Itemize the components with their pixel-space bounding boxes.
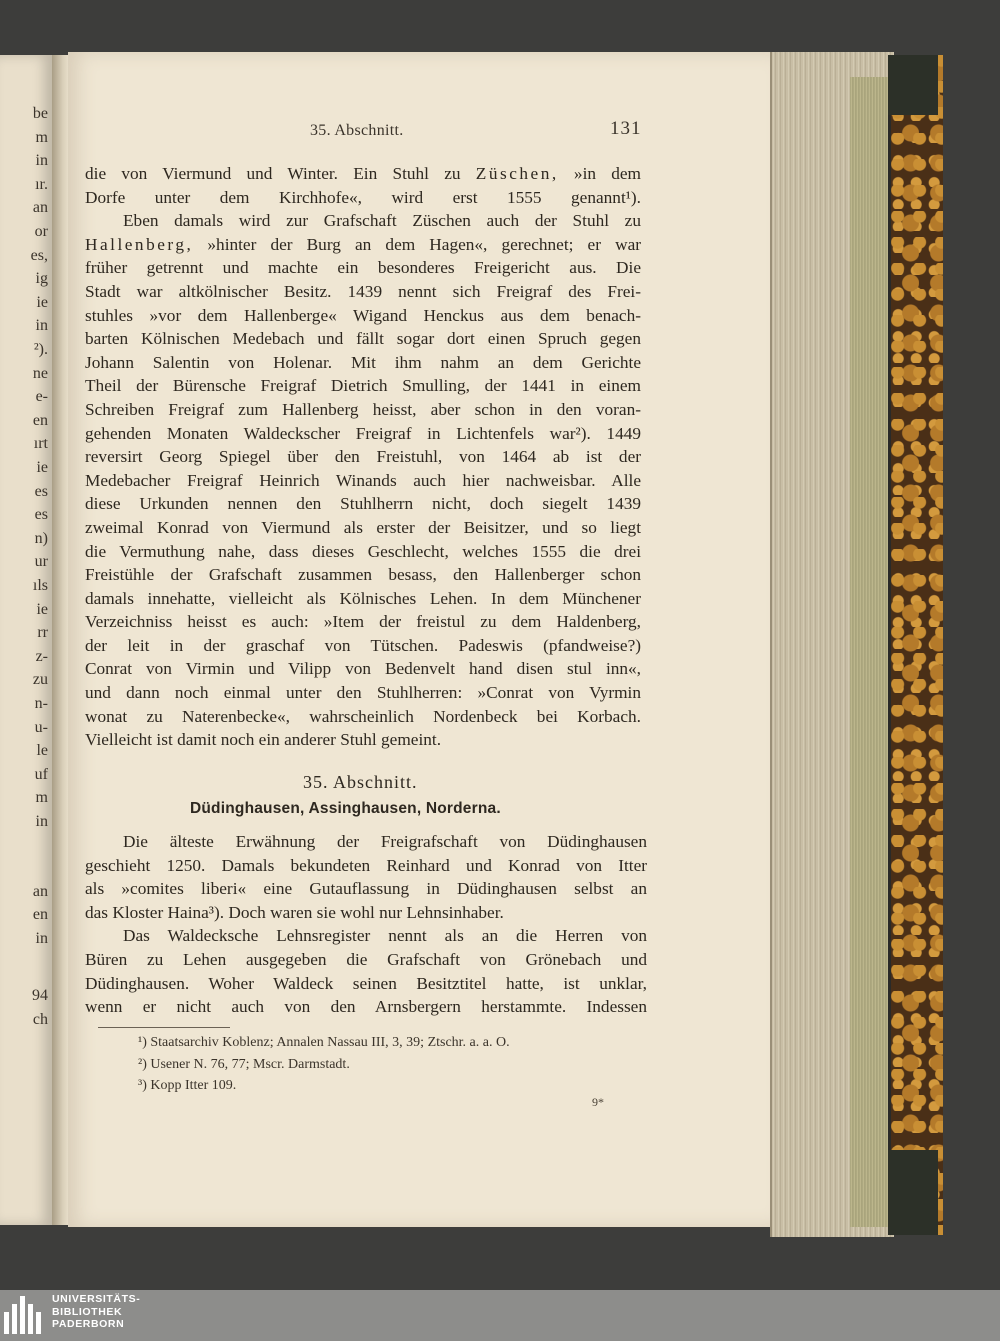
text-line: Büren zu Lehen ausgegeben die Grafschaft von Grönebach und bbox=[85, 949, 647, 969]
text-line: die Vermuthung nahe, dass dieses Geschlecht, welches 1555 die drei bbox=[85, 541, 641, 561]
page-number: 131 bbox=[610, 118, 642, 139]
cover-corner-top bbox=[888, 55, 938, 115]
left-page-fragment: n) bbox=[34, 529, 48, 547]
left-page-fragment: or bbox=[34, 223, 48, 240]
left-page-fragment: ch bbox=[32, 1011, 48, 1028]
text-line: Johann Salentin von Holenar. Mit ihm nahm an dem Gerichte bbox=[85, 352, 641, 372]
text-line: wonat zu Naterenbecke«, wahrscheinlich Nordenbeck bei Korbach. bbox=[85, 706, 641, 726]
library-name-line-2: BIBLIOTHEK bbox=[52, 1305, 123, 1318]
left-page-fragment: ig bbox=[35, 270, 48, 288]
text-line-1 bbox=[85, 162, 641, 186]
left-page-fragment: in bbox=[35, 152, 48, 170]
text-line: das Kloster Haina³). Doch waren sie wohl nur Lehnsinhaber. bbox=[85, 902, 504, 922]
left-page-fragment: in bbox=[35, 317, 48, 335]
text-line: Düdinghausen. Woher Waldeck seinen Besitztitel hatte, ist unklar, bbox=[85, 973, 647, 993]
left-page-fragment: en bbox=[32, 411, 48, 429]
library-footer-bar bbox=[0, 1290, 1000, 1341]
book-page bbox=[68, 52, 774, 1227]
left-page-fragment: u- bbox=[34, 718, 48, 736]
text-line: damals innehatte, vielleicht als Kölnisches Lehen. In dem Münchener bbox=[85, 588, 641, 608]
text-line: barten Kölnischen Medebach und fällt sogar dort einen Spruch gegen bbox=[85, 329, 641, 349]
section-number: 35. Abschnitt. bbox=[303, 772, 418, 792]
library-name-line-3: PADERBORN bbox=[52, 1318, 125, 1330]
left-page-fragment: m bbox=[35, 128, 48, 146]
text-line: Vielleicht ist damit noch ein anderer Stuhl gemeint. bbox=[85, 730, 442, 750]
line-tail: »in dem bbox=[573, 164, 642, 183]
left-page-fragment: z- bbox=[35, 647, 48, 665]
left-page-fragment: ıls bbox=[32, 577, 48, 594]
left-page-fragment: ²). bbox=[33, 341, 48, 358]
text-line: Medebacher Freigraf Heinrich Winands auch hier nachweisbar. Alle bbox=[85, 470, 641, 490]
left-page-fragment: ie bbox=[36, 293, 48, 311]
text-line: Conrat von Virmin und Vilipp von Bedenvelt hand disen stul inn«, bbox=[85, 659, 641, 679]
cover-corner-bottom bbox=[888, 1150, 938, 1235]
left-page-fragment: 94 bbox=[32, 987, 48, 1005]
left-page-fragment: ne bbox=[32, 364, 48, 382]
text-line: diese Urkunden nennen den Stuhlherrn nicht, doch siegelt 1439 bbox=[85, 494, 641, 514]
left-page-fragment: ırt bbox=[33, 435, 48, 453]
left-page-edge bbox=[0, 55, 54, 1225]
text-line: der leit in der graschaf von Tütschen. Padeswis (pfandweise?) bbox=[85, 635, 641, 655]
text-line: Stadt war altkölnischer Besitz. 1439 nennt sich Freigraf des Frei- bbox=[85, 281, 641, 301]
left-page-fragment: in bbox=[35, 813, 48, 830]
marbled-cover bbox=[888, 55, 943, 1235]
text-line: Das Waldecksche Lehnsregister nennt als an die Herren von bbox=[123, 926, 647, 946]
text-line: geschieht 1250. Damals bekundeten Reinhard und Konrad von Itter bbox=[85, 855, 647, 875]
library-name bbox=[52, 1293, 140, 1331]
left-page-fragment: es bbox=[34, 506, 48, 524]
left-page-fragment: in bbox=[35, 929, 48, 947]
left-page-fragment: ie bbox=[36, 600, 48, 618]
spaced-word-hallenberg: Hallenberg, bbox=[85, 234, 194, 254]
footnote-divider bbox=[98, 1027, 230, 1028]
left-page-fragment: uf bbox=[34, 765, 48, 783]
left-page-fragment: rr bbox=[37, 624, 48, 642]
spaced-word-zuschen: Züschen, bbox=[475, 164, 559, 183]
left-page-fragment: ır. bbox=[35, 175, 48, 193]
text-line: Theil der Bürensche Freigraf Dietrich Smulling, der 1441 in einem bbox=[85, 376, 641, 396]
left-page-fragment: e- bbox=[35, 388, 48, 406]
left-page-fragment: ie bbox=[36, 459, 48, 476]
left-page-fragment: ur bbox=[34, 553, 48, 571]
text-line-4 bbox=[85, 233, 641, 257]
footnotes bbox=[138, 1032, 510, 1097]
text-line: wenn er nicht auch von den Arnsbergern herstammte. Indessen bbox=[85, 997, 647, 1017]
text-line: zweimal Konrad von Viermund als erster der Beisitzer, und so liegt bbox=[85, 517, 641, 537]
line-text: »hinter der Burg an dem Hagen«, gerechnet; er war bbox=[207, 234, 641, 254]
left-page-fragment: n- bbox=[34, 695, 48, 712]
footnote-3: ³) Kopp Itter 109. bbox=[138, 1078, 237, 1093]
paragraph-1 bbox=[85, 162, 641, 752]
line-text: die von Viermund und Winter. Ein Stuhl zu bbox=[85, 164, 461, 183]
running-head: 35. Abschnitt. bbox=[310, 122, 404, 139]
text-line: früher getrennt und machte ein besonderes Freigericht aus. Die bbox=[85, 258, 641, 278]
footnote-2: ²) Usener N. 76, 77; Mscr. Darmstadt. bbox=[138, 1056, 350, 1072]
footnote-1: ¹) Staatsarchiv Koblenz; Annalen Nassau III, 3, 39; Ztschr. a. a. O. bbox=[138, 1035, 510, 1050]
text-line: Freistühle der Grafschaft zusammen besass, den Hallenberger schon bbox=[85, 565, 641, 585]
paragraph-2 bbox=[85, 830, 647, 1019]
text-line: und dann noch einmal unter den Stuhlherren: »Conrat von Vyrmin bbox=[85, 683, 641, 703]
left-page-fragment: le bbox=[36, 742, 48, 760]
text-line: stuhles »vor dem Hallenberge« Wigand Henckus aus dem benach- bbox=[85, 305, 641, 325]
left-page-fragment: an bbox=[32, 199, 48, 217]
text-line: Verzeichniss heisst es auch: »Item der freistul zu dem Haldenberg, bbox=[85, 612, 641, 632]
text-line: als »comites liberi« eine Gutauflassung in Düdinghausen selbst an bbox=[85, 879, 647, 899]
printer-signature: 9* bbox=[592, 1095, 604, 1109]
text-line: Schreiben Freigraf zum Hallenberg heisst, aber schon in den voran- bbox=[85, 399, 641, 419]
section-title: Düdinghausen, Assinghausen, Norderna. bbox=[190, 800, 501, 817]
text-line: reversirt Georg Spiegel über den Freistuhl, von 1464 ab ist der bbox=[85, 447, 641, 467]
left-page-fragment: es, bbox=[30, 246, 48, 264]
left-page-fragment: es bbox=[34, 482, 48, 500]
text-line: Die älteste Erwähnung der Freigrafschaft von Düdinghausen bbox=[123, 832, 647, 851]
text-line: Eben damals wird zur Grafschaft Züschen auch der Stuhl zu bbox=[123, 211, 641, 231]
left-page-fragment: be bbox=[32, 105, 48, 122]
left-page-fragment: zu bbox=[32, 671, 48, 689]
left-page-fragment: an bbox=[32, 882, 48, 900]
page-edges bbox=[770, 52, 894, 1237]
left-page-fragment: en bbox=[32, 906, 48, 924]
text-line: gehenden Monaten Waldeckscher Freigraf in Lichtenfels war²). 1449 bbox=[85, 423, 641, 443]
left-page-fragment: m bbox=[35, 789, 48, 807]
library-logo-icon bbox=[4, 1294, 46, 1334]
library-name-line-1: UNIVERSITÄTS- bbox=[52, 1293, 141, 1305]
text-line: Dorfe unter dem Kirchhofe«, wird erst 1555 genannt¹). bbox=[85, 187, 641, 207]
